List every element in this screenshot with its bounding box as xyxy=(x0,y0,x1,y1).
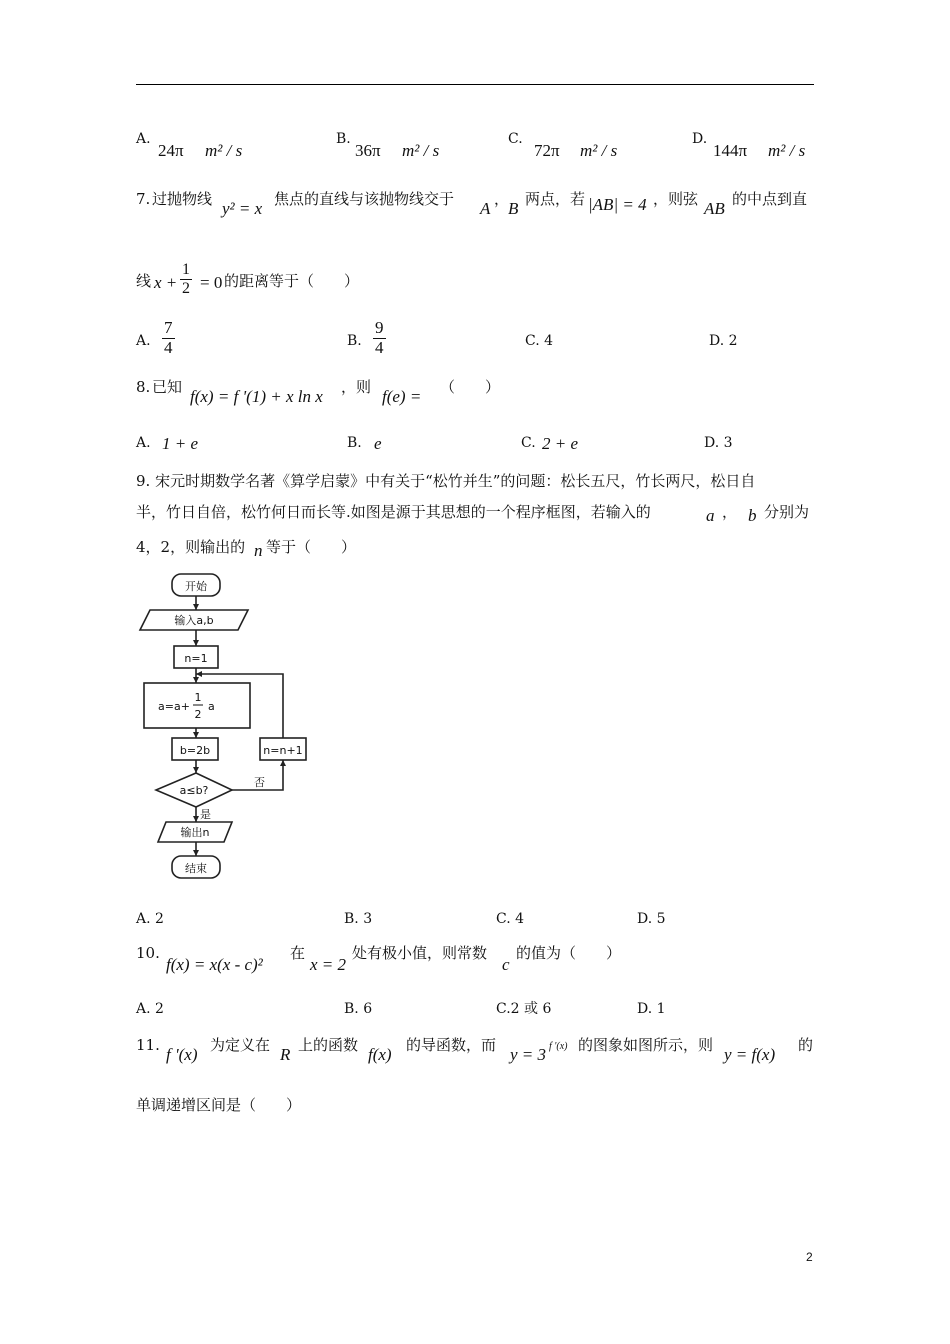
q6-option-b-value: 36π xyxy=(355,141,381,160)
header-rule xyxy=(136,84,814,85)
q11-expr-2: f(x) xyxy=(368,1045,392,1064)
q7-text-5: 的中点到直 xyxy=(732,190,808,208)
q10-text-3: 的值为（ ） xyxy=(516,944,622,962)
q9-option-b: B. 3 xyxy=(344,911,373,927)
q9-var-a: a xyxy=(706,506,715,525)
q8-option-b-label: B. xyxy=(347,435,362,451)
q6-option-a-label: A. xyxy=(136,131,151,147)
q7-option-b-label: B. xyxy=(347,333,362,349)
q7-text-3: 两点，若 xyxy=(525,190,586,208)
q10-expr-2: x = 2 xyxy=(310,955,347,974)
q11-line-2: 单调递增区间是（ ） xyxy=(136,1096,302,1114)
q11-number: 11. xyxy=(136,1036,160,1054)
q7-fraction-num: 1 xyxy=(182,261,190,278)
q8-expr-1: f(x) = f '(1) + x ln x xyxy=(190,387,323,406)
q7-text-1: 过抛物线 xyxy=(152,190,213,208)
q6-option-b-unit: m² / s xyxy=(402,141,440,160)
q10-number: 10. xyxy=(136,944,160,962)
q7-option-a-num: 7 xyxy=(164,318,173,337)
q7-sep: ， xyxy=(494,190,510,208)
q11-var-r: R xyxy=(280,1045,291,1064)
q10-option-b: B. 6 xyxy=(344,1001,373,1017)
flow-init-label: n=1 xyxy=(184,652,208,665)
q7-fraction-den: 2 xyxy=(182,279,190,297)
q7-option-a-den: 4 xyxy=(164,337,173,357)
q8-option-a: 1 + e xyxy=(162,434,199,453)
q10-text-2: 处有极小值，则常数 xyxy=(352,944,488,962)
flow-input-label: 输入a,b xyxy=(174,614,214,627)
q6-option-c-value: 72π xyxy=(534,141,560,160)
q7-fraction xyxy=(180,261,192,297)
q9-line-3b: 等于（ ） xyxy=(266,538,357,556)
flow-cond-label: a≤b? xyxy=(179,784,209,797)
q6-option-c-unit: m² / s xyxy=(580,141,618,160)
q9-line-2a: 半，竹日自倍，松竹何日而长等.如图是源于其思想的一个程序框图，若输入的 xyxy=(136,503,651,521)
flow-no-label: 否 xyxy=(254,776,265,789)
flow-start-label: 开始 xyxy=(185,580,207,593)
q6-option-a-unit: m² / s xyxy=(205,141,243,160)
q7-option-a-label: A. xyxy=(136,333,151,349)
q7-expr-3-end: = 0 xyxy=(200,273,223,292)
q6-option-c-label: C. xyxy=(508,131,523,147)
q7-chord: AB xyxy=(704,199,725,218)
q7-expr-3-x: x + xyxy=(154,273,178,292)
flow-output-label: 输出n xyxy=(180,826,210,839)
q7-expr-2: |AB| = 4 xyxy=(588,195,647,214)
q8-text-3: （ ） xyxy=(440,378,501,396)
q7-option-b-frac xyxy=(373,319,386,357)
q11-text-1: 为定义在 xyxy=(210,1036,271,1054)
q7-text-4: ，则弦 xyxy=(653,190,699,208)
q7-point-a: A xyxy=(480,199,491,218)
flow-yes-label: 是 xyxy=(200,808,211,821)
q6-option-d-value: 144π xyxy=(713,141,748,160)
q10-option-a: A. 2 xyxy=(136,1001,164,1017)
q6-option-d-unit: m² / s xyxy=(768,141,806,160)
q7-option-c: C. 4 xyxy=(525,333,554,349)
q8-option-d: D. 3 xyxy=(704,435,733,451)
q7-option-b-num: 9 xyxy=(375,318,384,337)
q11-text-3: 的导函数，而 xyxy=(406,1036,497,1054)
q10-var-c: c xyxy=(502,955,510,974)
q6-option-d-label: D. xyxy=(692,131,708,147)
q10-expr-1: f(x) = x(x - c)² xyxy=(166,955,263,974)
q9-option-a: A. 2 xyxy=(136,911,164,927)
q11-expr-1: f '(x) xyxy=(166,1045,198,1064)
q7-option-a-frac xyxy=(162,319,175,357)
q9-option-c: C. 4 xyxy=(496,911,525,927)
program-flowchart xyxy=(136,568,316,884)
q8-number: 8. xyxy=(136,378,151,396)
flow-step-a-den: 2 xyxy=(194,708,202,721)
flow-step-a-right: a xyxy=(208,700,215,713)
flow-inc-label: n=n+1 xyxy=(263,744,303,757)
q8-option-c: 2 + e xyxy=(542,434,579,453)
q7-expr-1: y² = x xyxy=(222,199,263,218)
flow-step-a-left: a=a+ xyxy=(158,700,190,713)
q8-option-c-label: C. xyxy=(521,435,536,451)
q9-var-b: b xyxy=(748,506,757,525)
q11-expr-3-sup: f '(x) xyxy=(549,1041,568,1052)
q8-text-2: ，则 xyxy=(341,378,372,396)
q10-option-d: D. 1 xyxy=(637,1001,666,1017)
q7-point-b: B xyxy=(508,199,519,218)
flow-step-a-num: 1 xyxy=(194,691,202,704)
q11-text-5: 的 xyxy=(798,1036,814,1054)
q7-option-d: D. 2 xyxy=(709,333,738,349)
q9-sep: ， xyxy=(722,503,738,521)
q7-text-2: 焦点的直线与该抛物线交于 xyxy=(274,190,455,208)
q11-expr-4: y = f(x) xyxy=(724,1045,776,1064)
q6-option-b-label: B. xyxy=(336,131,351,147)
q8-text-1: 已知 xyxy=(152,378,183,396)
q7-line2-start: 线 xyxy=(136,272,152,290)
q6-option-a-value: 24π xyxy=(158,141,184,160)
q8-expr-2: f(e) = xyxy=(382,387,422,406)
q11-expr-3: y = 3 xyxy=(510,1045,547,1064)
q9-line-3a: 4，2，则输出的 xyxy=(136,538,246,556)
page-number: 2 xyxy=(806,1250,813,1264)
q9-var-n: n xyxy=(254,541,263,560)
q9-line-2b: 分别为 xyxy=(764,503,810,521)
q10-option-c: C.2 或 6 xyxy=(496,1001,552,1017)
q9-option-d: D. 5 xyxy=(637,911,666,927)
q7-number: 7. xyxy=(136,190,151,208)
q7-line2-end: 的距离等于（ ） xyxy=(224,272,360,290)
flow-step-b-label: b=2b xyxy=(179,744,211,757)
q7-option-b-den: 4 xyxy=(375,337,384,357)
q11-text-4: 的图象如图所示，则 xyxy=(578,1036,714,1054)
q8-option-a-label: A. xyxy=(136,435,151,451)
flow-end-label: 结束 xyxy=(185,862,207,875)
q9-line-1: 9. 宋元时期数学名著《算学启蒙》中有关于“松竹并生”的问题：松长五尺，竹长两尺，松日自 xyxy=(136,472,756,490)
q8-option-b: e xyxy=(374,434,382,453)
q10-text-1: 在 xyxy=(290,944,306,962)
q11-text-2: 上的函数 xyxy=(298,1036,359,1054)
